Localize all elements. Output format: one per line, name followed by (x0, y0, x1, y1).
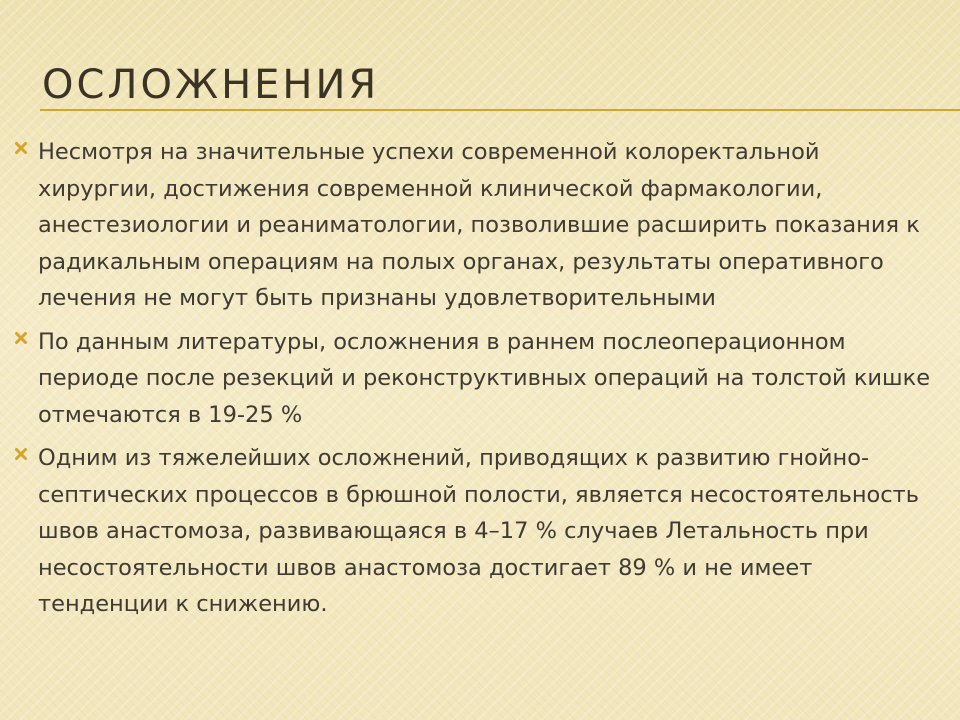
bullet-text: Несмотря на значительные успехи современной колоректальной хирургии, достижения современной клинической фармакологии, анестезиологии и реаниматологии, позволившие расширить показания к радикальным операциям на полых органах, результаты оперативного лечения не могут быть признаны удовлетворительными (38, 139, 920, 311)
title-underline (40, 109, 960, 111)
slide-title: ОСЛОЖНЕНИЯ (42, 62, 380, 108)
bullet-text: Одним из тяжелейших осложнений, приводящих к развитию гнойно-септических процессов в брюшной полости, является несостоятельность швов анастомоза, развивающаяся в 4–17 % случаев Летальность при несостоятельности швов анастомоза достигает 89 % и не имеет тенденции к снижению. (38, 445, 920, 617)
bullet-item (10, 440, 940, 623)
bullet-text: По данным литературы, осложнения в раннем послеоперационном периоде после резекций и реконструктивных операций на толстой кишке отмечаются в 19-25 % (38, 328, 931, 428)
x-mark-icon (14, 141, 28, 155)
bullet-list (10, 134, 940, 630)
bullet-item (10, 134, 940, 317)
x-mark-icon (14, 331, 28, 345)
bullet-item (10, 324, 940, 434)
x-mark-icon (14, 447, 28, 461)
